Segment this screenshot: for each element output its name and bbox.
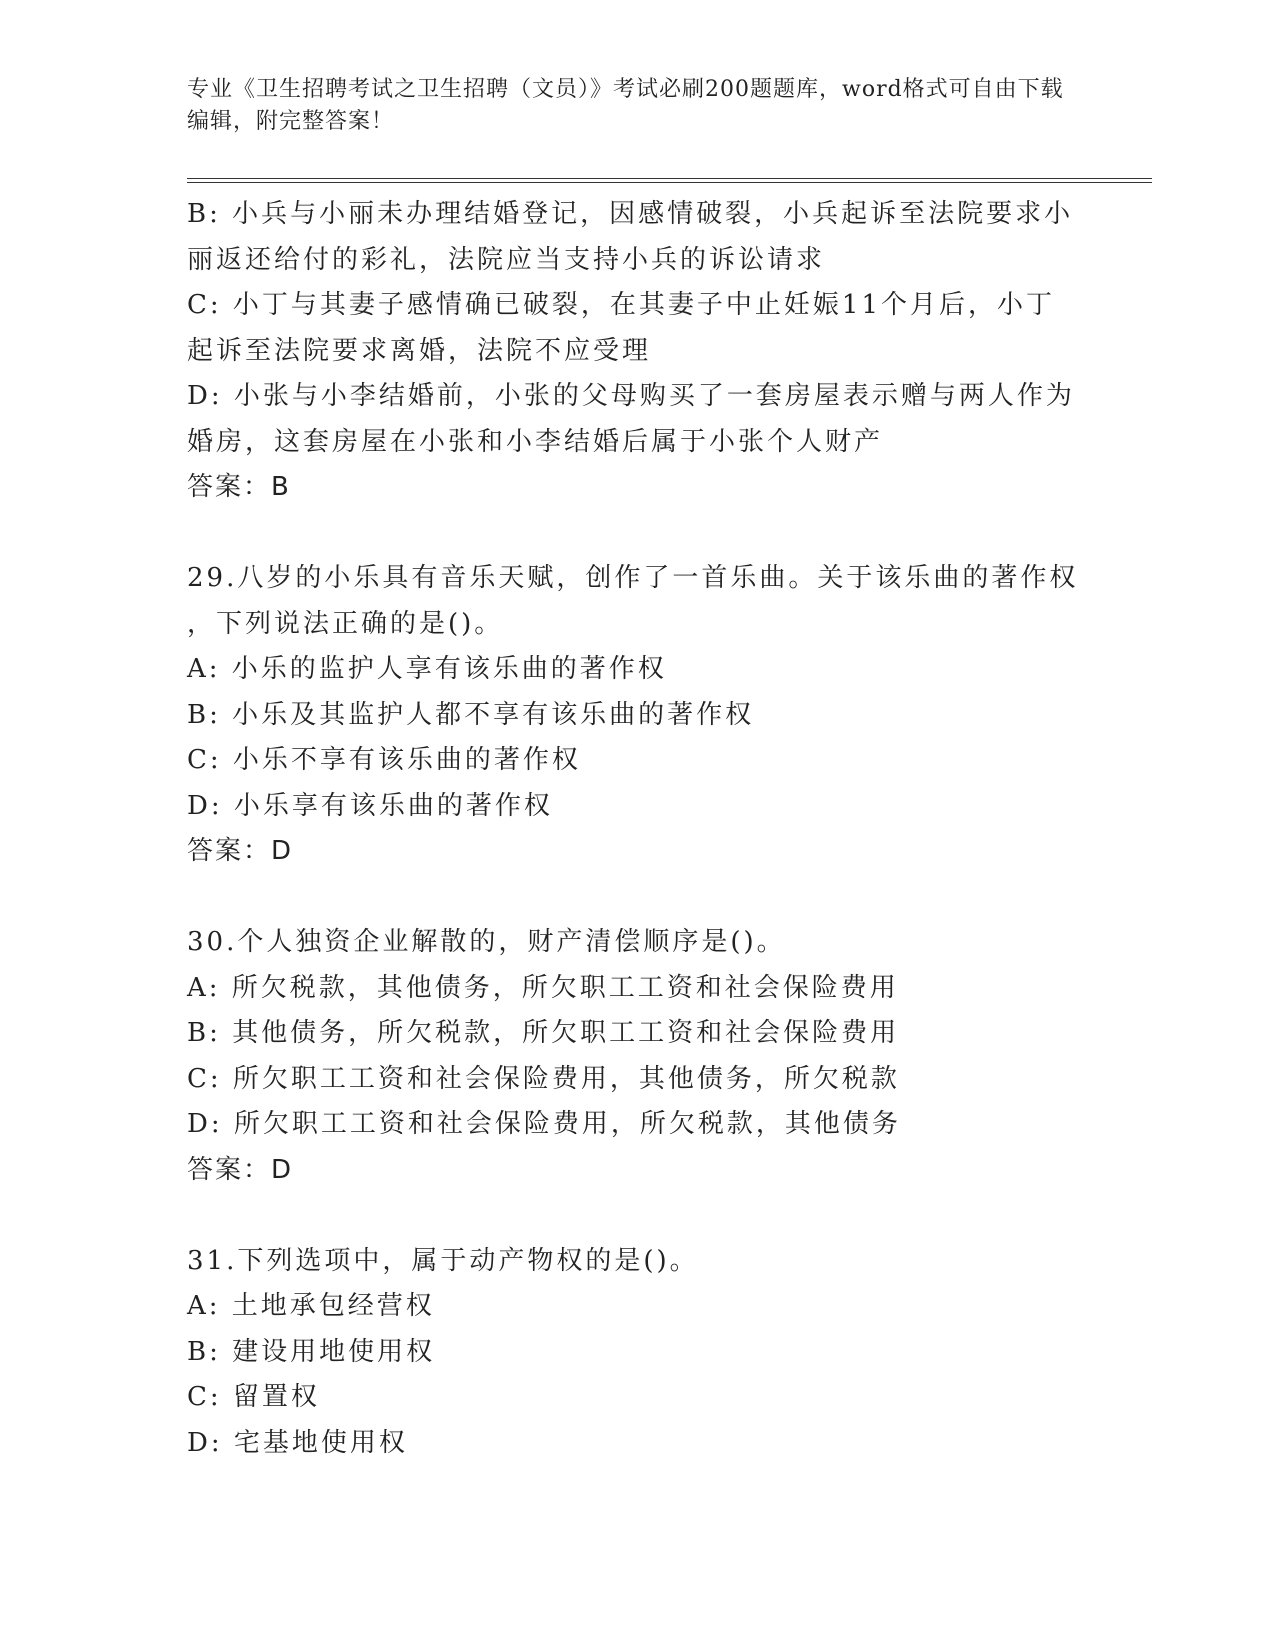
document-header (187, 74, 1067, 138)
question-line: C: 所欠职工工资和社会保险费用，其他债务，所欠税款 (187, 1063, 900, 1094)
header-divider-top (187, 178, 1152, 179)
header-divider-bottom (187, 182, 1152, 183)
question-stem-line: 29.八岁的小乐具有音乐天赋，创作了一首乐曲。关于该乐曲的著作权 (187, 563, 1079, 593)
question-content (187, 192, 1107, 1466)
question-line: C: 小乐不享有该乐曲的著作权 (187, 745, 581, 775)
question-line: A: 土地承包经营权 (187, 1291, 435, 1321)
question-line: D: 小张与小李结婚前，小张的父母购买了一套房屋表示赠与两人作为 (187, 381, 1075, 411)
question-block (187, 920, 1107, 1193)
question-line: C: 小丁与其妻子感情确已破裂，在其妻子中止妊娠11个月后，小丁 (187, 290, 1056, 320)
question-line: 婚房，这套房屋在小张和小李结婚后属于小张个人财产 (187, 426, 884, 457)
question-line: A: 所欠税款，其他债务，所欠职工工资和社会保险费用 (187, 972, 899, 1003)
question-line: D: 所欠职工工资和社会保险费用，所欠税款，其他债务 (187, 1109, 901, 1139)
block-spacer (187, 511, 1107, 557)
question-block (187, 1239, 1107, 1467)
question-line: B: 建设用地使用权 (187, 1336, 436, 1367)
question-line: 丽返还给付的彩礼，法院应当支持小兵的诉讼请求 (187, 244, 826, 275)
question-line: A: 小乐的监护人享有该乐曲的著作权 (187, 654, 667, 684)
question-line: D: 宅基地使用权 (187, 1427, 408, 1458)
question-line: C: 留置权 (187, 1382, 320, 1412)
question-stem-line: 30.个人独资企业解散的，财产清偿顺序是()。 (187, 927, 786, 957)
answer-line: 答案：D (187, 1154, 294, 1185)
question-line: B: 小乐及其监护人都不享有该乐曲的著作权 (187, 699, 755, 730)
question-line: ，下列说法正确的是()。 (187, 608, 504, 639)
block-spacer (187, 1193, 1107, 1239)
question-block (187, 556, 1107, 875)
question-line: D: 小乐享有该乐曲的著作权 (187, 790, 553, 821)
question-line: B: 小兵与小丽未办理结婚登记，因感情破裂，小兵起诉至法院要求小 (187, 199, 1074, 229)
question-line: 起诉至法院要求离婚，法院不应受理 (187, 335, 652, 366)
block-spacer (187, 875, 1107, 921)
question-stem-line: 31.下列选项中，属于动产物权的是()。 (187, 1245, 699, 1276)
question-block (187, 192, 1107, 511)
question-line: B: 其他债务，所欠税款，所欠职工工资和社会保险费用 (187, 1018, 900, 1048)
answer-line: 答案：D (187, 836, 294, 866)
answer-line: 答案：B (187, 472, 291, 502)
header-title: 专业《卫生招聘考试之卫生招聘（文员）》考试必刷200题题库，word格式可自由下载编辑，附完整答案！ (187, 77, 1064, 134)
